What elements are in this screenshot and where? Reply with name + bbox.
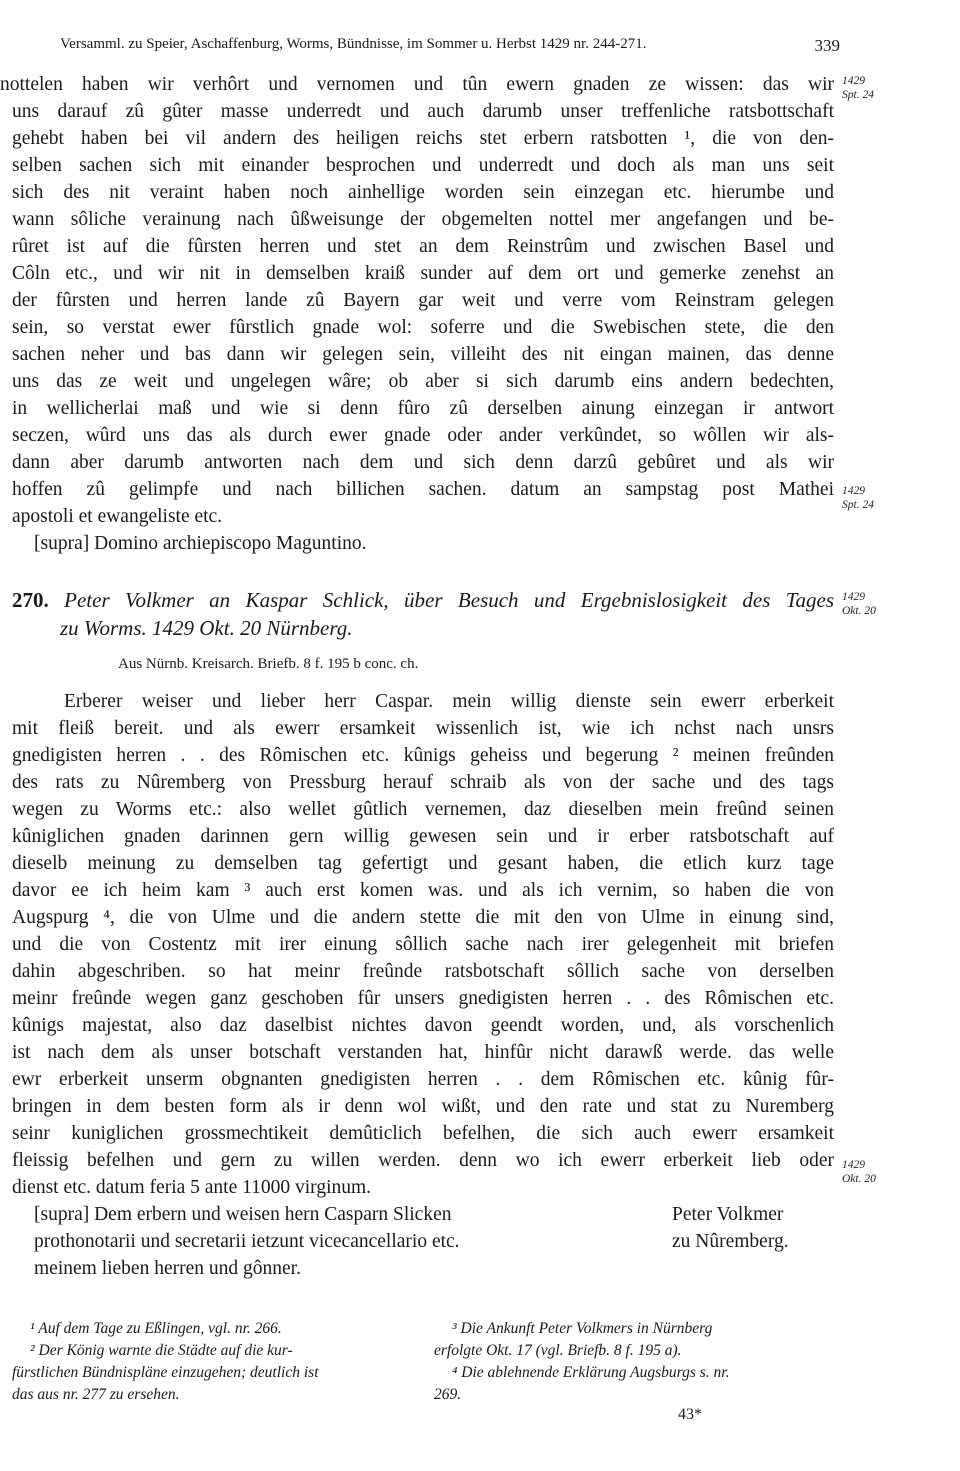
title-text: Peter Volkmer an Kaspar Schlick, über Besuch und Ergebnislosigkeit des Tages xyxy=(64,588,835,612)
doc270-title-line2: zu Worms. 1429 Okt. 20 Nürnberg. xyxy=(60,616,353,640)
text-line: fleissig befelhen und gern zu willen werden. denn wo ich ewerr erberkeit lieb oder xyxy=(12,1150,834,1171)
text-line: gnedigisten herren . . des Rômischen etc. kûnigs geheiss und begerung ² meinen freûnden xyxy=(12,745,834,766)
source-note: Aus Nürnb. Kreisarch. Briefb. 8 f. 195 b conc. ch. xyxy=(118,656,419,672)
doc270-title xyxy=(12,586,834,614)
text-line: ist nach dem als unser botschaft verstanden hat, hinfûr nicht darawß werde. das welle xyxy=(12,1042,834,1063)
footnote: ² Der König warnte die Städte auf die kur- xyxy=(30,1342,293,1359)
address-line: [supra] Dem erbern und weisen hern Casparn Slicken xyxy=(34,1204,452,1225)
text-line: uns darauf zû gûter masse underredt und auch darumb unser treffenliche ratsbottschaft xyxy=(12,101,834,122)
text-line: wegen zu Worms etc.: also wellet gûtlich vernemen, daz dieselben mein freûnd seinen xyxy=(12,799,834,820)
signature-place: zu Nûremberg. xyxy=(672,1231,789,1252)
text-line: rûret ist auf die fûrsten herren und stet an dem Reinstrûm und zwischen Basel und xyxy=(12,236,834,257)
text-line: Côln etc., und wir nit in demselben kraiß sunder auf dem ort und gemerke zenehst an xyxy=(12,263,834,284)
text-line: dieselb meinung zu demselben tag gefertigt und gesant haben, die etlich kurz tage xyxy=(12,853,834,874)
text-line: Erberer weiser und lieber herr Caspar. mein willig dienste sein ewerr erberkeit xyxy=(64,691,834,712)
running-header xyxy=(60,36,840,58)
text-line: seinr kuniglichen grossmechtikeit demûticlich befelhen, die sich auch ewerr ersamkeit xyxy=(12,1123,834,1144)
text-line: davor ee ich heim kam ³ auch erst komen was. und als ich vernim, so haben die von xyxy=(12,880,834,901)
margin-day: Spt. 24 xyxy=(842,89,874,101)
footnote: ⁴ Die ablehnende Erklärung Augsburgs s. nr. xyxy=(452,1364,730,1381)
margin-date xyxy=(842,74,902,102)
margin-year: 1429 xyxy=(842,1159,865,1171)
text-line: mit fleiß bereit. und als ewerr ersamkeit wissenlich ist, wie ich nchst nach unsrs xyxy=(12,718,834,739)
text-line: meinr freûnde wegen ganz geschoben fûr unsers gnedigisten herren . . des Rômischen etc. xyxy=(12,988,834,1009)
text-line: uns das ze weit und ungelegen wâre; ob aber si sich darumb eins andern bedechten, xyxy=(12,371,834,392)
text-line: nottelen haben wir verhôrt und vernomen und tûn ewern gnaden ze wissen: das wir xyxy=(0,74,834,95)
address-line: [supra] Domino archiepiscopo Maguntino. xyxy=(34,533,367,554)
margin-date xyxy=(842,484,902,512)
doc-number: 270. xyxy=(12,588,49,612)
text-line: apostoli et ewangeliste etc. xyxy=(12,506,223,527)
footnote: erfolgte Okt. 17 (vgl. Briefb. 8 f. 195 a). xyxy=(434,1342,682,1359)
address-line: meinem lieben herren und gônner. xyxy=(34,1258,301,1279)
text-line: kûnigs majestat, also daz daselbist nichtes davon geendt worden, und, als vorschenlich xyxy=(12,1015,834,1036)
text-line: hoffen zû gelimpfe und nach billichen sachen. datum an sampstag post Mathei xyxy=(12,479,834,500)
margin-year: 1429 xyxy=(842,75,865,87)
text-line: dahin abgeschriben. so hat meinr freûnde ratsbotschaft sôllich sache von derselben xyxy=(12,961,834,982)
margin-year: 1429 xyxy=(842,485,865,497)
text-line: ewr erberkeit unserm obgnanten gnedigisten herren . . dem Rômischen etc. kûnig fûr- xyxy=(12,1069,834,1090)
text-line: gehebt haben bei vil andern des heiligen reichs stet erbern ratsbotten ¹, die von den- xyxy=(12,128,834,149)
margin-date xyxy=(842,590,902,618)
text-line: der fûrsten und herren lande zû Bayern gar weit und verre vom Reinstram gelegen xyxy=(12,290,834,311)
address-line: prothonotarii und secretarii ietzunt vicecancellario etc. xyxy=(34,1231,460,1252)
page-number: 339 xyxy=(814,36,840,55)
text-line: sein, so verstat ewer fûrstlich gnade wol: soferre und die Swebischen stete, die den xyxy=(12,317,834,338)
margin-day: Okt. 20 xyxy=(842,1173,876,1185)
signature-name: Peter Volkmer xyxy=(672,1204,784,1225)
text-line: sich des nit veraint haben noch ainhellige worden sein einzegan etc. hierumbe und xyxy=(12,182,834,203)
margin-day: Spt. 24 xyxy=(842,499,874,511)
text-line: Augspurg ⁴, die von Ulme und die andern stette die mit den von Ulme in einung sind, xyxy=(12,907,834,928)
sheet-signature: 43* xyxy=(678,1406,702,1423)
footnote: ¹ Auf dem Tage zu Eßlingen, vgl. nr. 266. xyxy=(30,1320,282,1337)
margin-date xyxy=(842,1158,902,1186)
footnote: ³ Die Ankunft Peter Volkmers in Nürnberg xyxy=(452,1320,713,1337)
text-line: und die von Costentz mit irer einung sôllich sache nach irer gelegenheit mit briefen xyxy=(12,934,834,955)
margin-day: Okt. 20 xyxy=(842,605,876,617)
footnote: 269. xyxy=(434,1386,462,1403)
text-line: wann sôliche verainung nach ûßweisunge der obgemelten nottel mer angefangen und be- xyxy=(12,209,834,230)
text-line: in wellicherlai maß und wie si denn fûro zû derselben ainung einzegan ir antwort xyxy=(12,398,834,419)
footnote: das aus nr. 277 zu ersehen. xyxy=(12,1386,180,1403)
text-line: bringen in dem besten form als ir denn wol wißt, und den rate und stat zu Nuremberg xyxy=(12,1096,834,1117)
running-title: Versamml. zu Speier, Aschaffenburg, Worms, Bündnisse, im Sommer u. Herbst 1429 nr. 244-271. xyxy=(60,36,647,52)
text-line: seczen, wûrd uns das als durch ewer gnade oder ander verkûndet, so wôllen wir als- xyxy=(12,425,834,446)
text-line: des rats zu Nûremberg von Pressburg herauf schraib als von der sache und des tags xyxy=(12,772,834,793)
text-line: dann aber darumb antworten nach dem und sich denn darzû gebûret und als wir xyxy=(12,452,834,473)
text-line: dienst etc. datum feria 5 ante 11000 virginum. xyxy=(12,1177,372,1198)
text-line: sachen neher und bas dann wir gelegen sein, villeiht des nit eingan mainen, das denne xyxy=(12,344,834,365)
text-line: selben sachen sich mit einander besprochen und underredt und doch als man uns seit xyxy=(12,155,834,176)
text-line: kûniglichen gnaden darinnen gern willig gewesen sein und ir erber ratsbotschaft auf xyxy=(12,826,834,847)
footnote: fürstlichen Bündnispläne einzugehen; deutlich ist xyxy=(12,1364,319,1381)
margin-year: 1429 xyxy=(842,591,865,603)
